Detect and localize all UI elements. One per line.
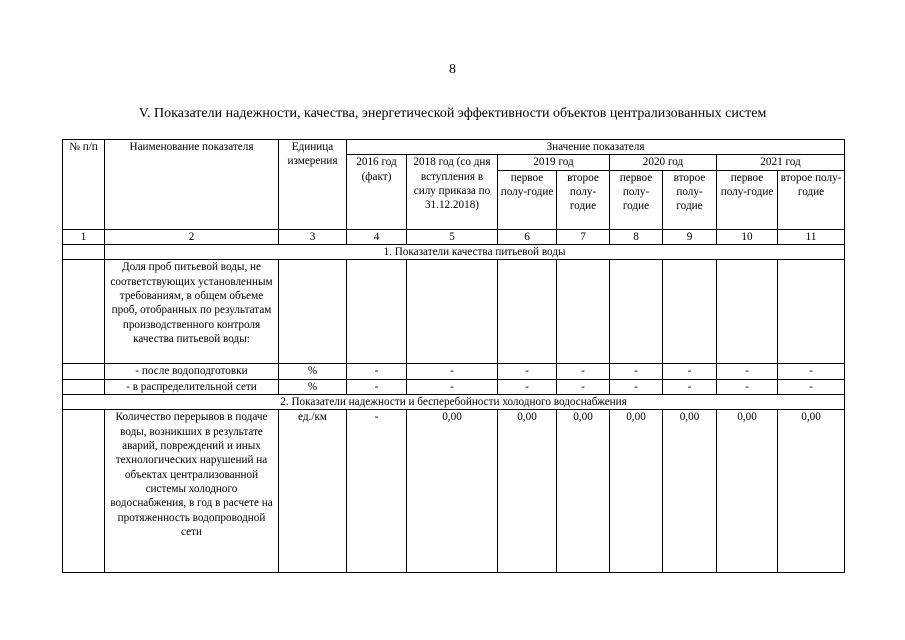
row-unit: % (279, 379, 347, 394)
indicators-table (62, 139, 845, 573)
value-cell: - (778, 364, 845, 379)
value-cell: - (347, 364, 407, 379)
value-cell: - (557, 379, 610, 394)
header-name: Наименование показателя (105, 140, 279, 230)
value-cell: 0,00 (663, 410, 717, 573)
column-number: 3 (279, 229, 347, 244)
column-number: 7 (557, 229, 610, 244)
column-number: 1 (63, 229, 105, 244)
header-unit: Единица измерения (279, 140, 347, 230)
value-cell: - (347, 379, 407, 394)
section-1-title-row (63, 244, 845, 259)
page-number: 8 (449, 62, 456, 77)
header-2020: 2020 год (610, 155, 717, 170)
column-number: 5 (407, 229, 498, 244)
value-cell: - (663, 379, 717, 394)
column-number: 8 (610, 229, 663, 244)
row-name: - после водоподготовки (105, 364, 279, 379)
column-number: 6 (498, 229, 557, 244)
value-cell: - (778, 379, 845, 394)
header-2021: 2021 год (717, 155, 845, 170)
header-2019: 2019 год (498, 155, 610, 170)
document-title: V. Показатели надежности, качества, энергетической эффективности объектов централизованных систем (138, 106, 767, 121)
table-row (63, 364, 845, 379)
column-numbers-row (63, 229, 845, 244)
header-2019-second: второе полу-годие (557, 170, 610, 229)
header-2019-first: первое полу-годие (498, 170, 557, 229)
section-1-description: Доля проб питьевой воды, не соответствующих установленным требованиям, в общем объеме проб, отобранных по результатам производственного контроля качества питьевой воды: (105, 260, 279, 364)
value-cell: - (663, 364, 717, 379)
value-cell: 0,00 (557, 410, 610, 573)
value-cell: - (610, 364, 663, 379)
value-cell: 0,00 (778, 410, 845, 573)
header-2020-second: второе полу-годие (663, 170, 717, 229)
value-cell: - (407, 364, 498, 379)
row-name: Количество перерывов в подаче воды, возникших в результате аварий, повреждений и иных технологических нарушений на объектах централизованной системы холодного водоснабжения, в год в расчете на протяженность водопроводной сети (105, 410, 279, 573)
column-number: 10 (717, 229, 778, 244)
value-cell: 0,00 (498, 410, 557, 573)
column-number: 9 (663, 229, 717, 244)
table-row (63, 379, 845, 394)
header-2020-first: первое полу-годие (610, 170, 663, 229)
section-2-title-row (63, 394, 845, 409)
value-cell: - (498, 364, 557, 379)
value-cell: - (347, 410, 407, 573)
header-num: № п/п (63, 140, 105, 230)
value-cell: - (717, 364, 778, 379)
value-cell: 0,00 (717, 410, 778, 573)
value-cell: 0,00 (610, 410, 663, 573)
header-2016: 2016 год (факт) (347, 155, 407, 229)
value-cell: - (610, 379, 663, 394)
header-value-group: Значение показателя (347, 140, 845, 155)
section-1-description-row (63, 260, 845, 364)
value-cell: - (498, 379, 557, 394)
column-number: 2 (105, 229, 279, 244)
value-cell: - (557, 364, 610, 379)
value-cell: 0,00 (407, 410, 498, 573)
row-name: - в распределительной сети (105, 379, 279, 394)
header-2021-second: второе полу-годие (778, 170, 845, 229)
header-row-1 (63, 140, 845, 155)
section-2-title: 2. Показатели надежности и бесперебойности холодного водоснабжения (63, 394, 845, 409)
table-row (63, 410, 845, 573)
header-2018: 2018 год (со дня вступления в силу приказа по 31.12.2018) (407, 155, 498, 229)
value-cell: - (407, 379, 498, 394)
row-unit: % (279, 364, 347, 379)
section-1-title: 1. Показатели качества питьевой воды (105, 244, 845, 259)
column-number: 4 (347, 229, 407, 244)
row-unit: ед./км (279, 410, 347, 573)
column-number: 11 (778, 229, 845, 244)
header-2021-first: первое полу-годие (717, 170, 778, 229)
value-cell: - (717, 379, 778, 394)
